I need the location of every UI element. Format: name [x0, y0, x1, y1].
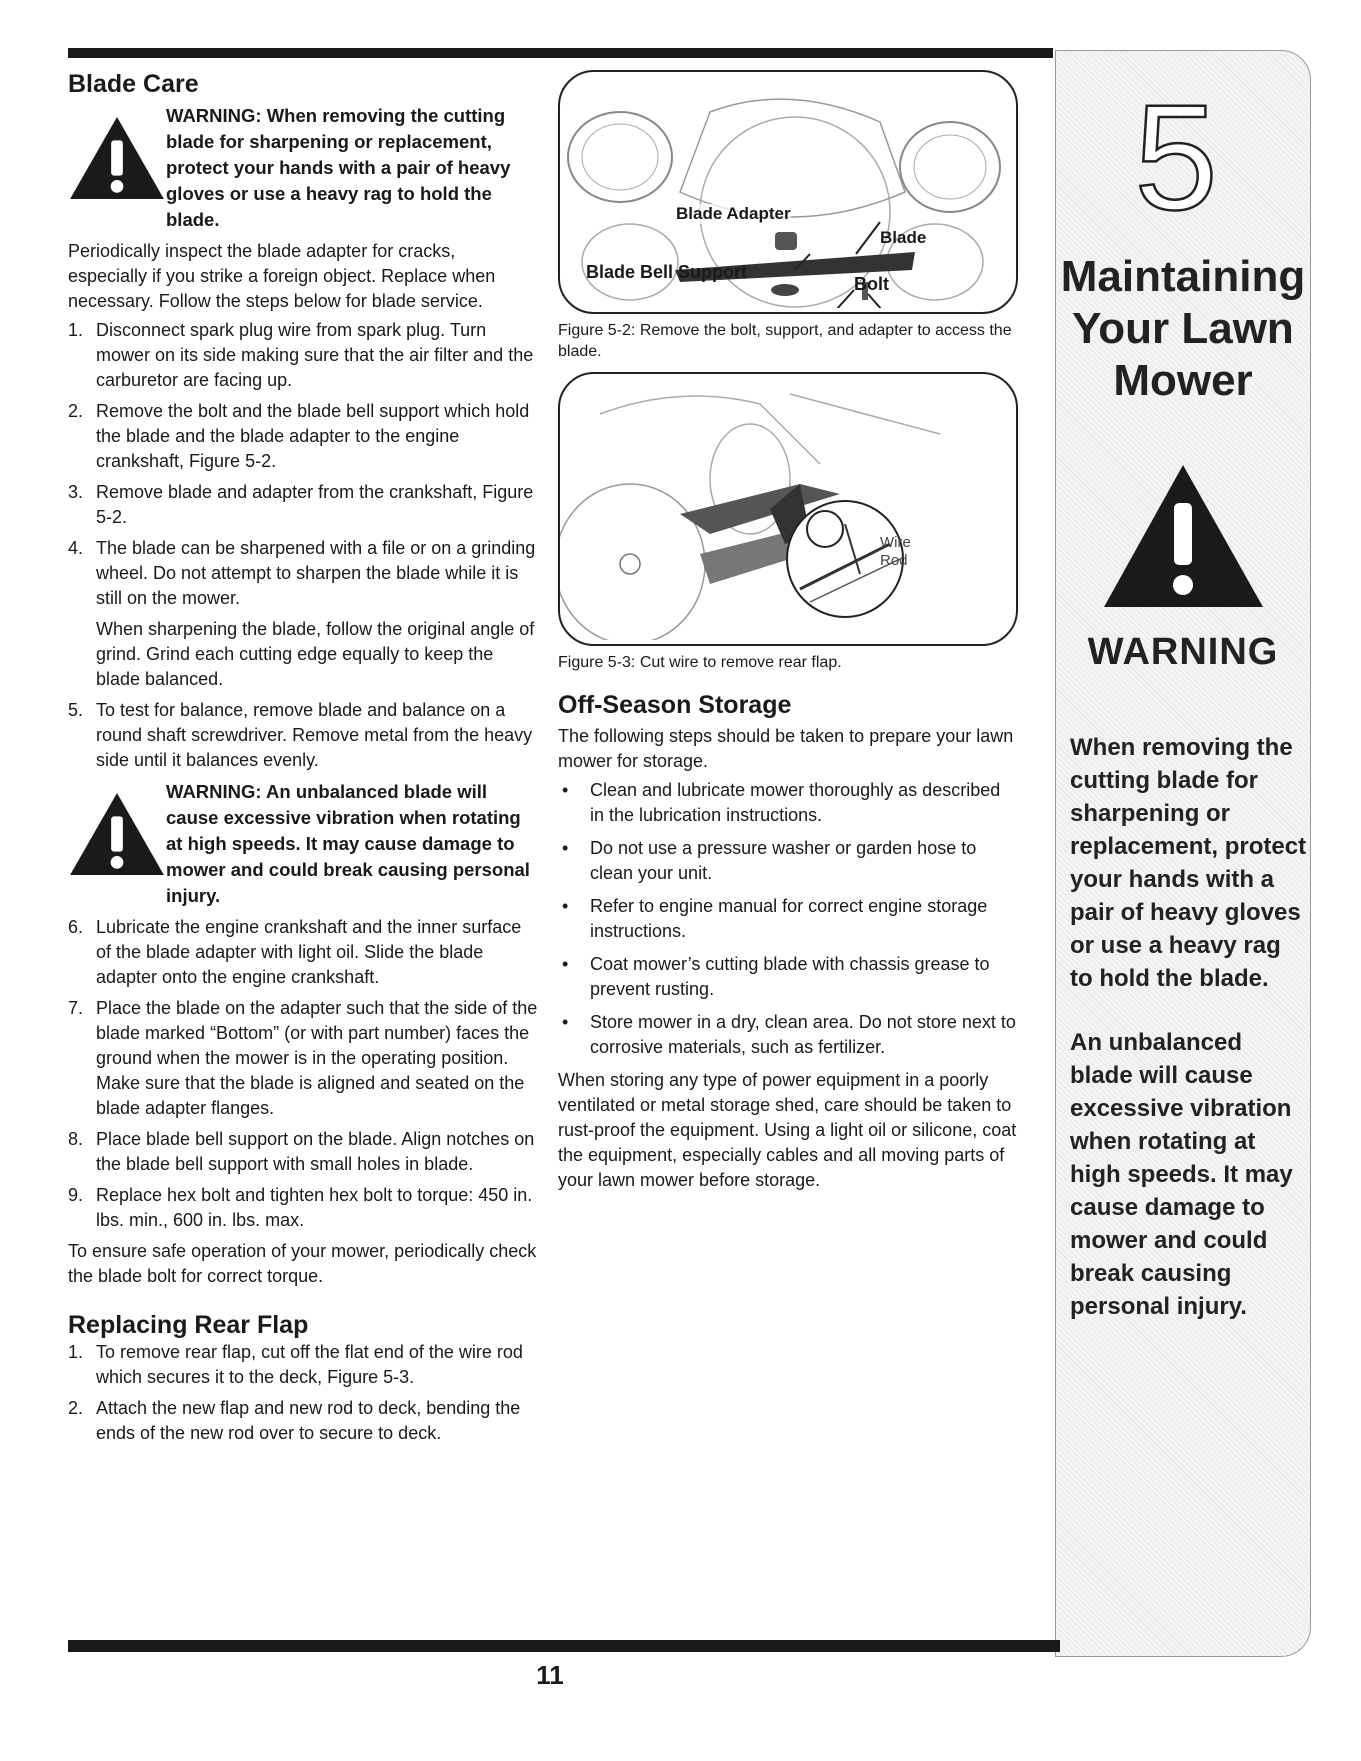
- step-text: The blade can be sharpened with a file or on a grinding wheel. Do not attempt to sharpen the blade while it is still on the mower.: [96, 538, 536, 608]
- step-number: 7.: [68, 998, 84, 1018]
- step-text: Attach the new flap and new rod to deck, bending the ends of the new rod over to secure to deck.: [96, 1398, 521, 1443]
- step-item: [68, 536, 538, 611]
- bullet-text: Refer to engine manual for correct engine storage instructions.: [590, 896, 988, 941]
- label-blade-adapter: Blade Adapter: [676, 204, 791, 223]
- step-number: 4.: [68, 538, 84, 558]
- bullet-icon: •: [562, 954, 569, 974]
- step-text: Remove blade and adapter from the crankshaft, Figure 5-2.: [96, 482, 534, 527]
- bullet-text: Coat mower’s cutting blade with chassis grease to prevent rusting.: [590, 954, 990, 999]
- storage-bullet-item: [558, 952, 1018, 1002]
- chapter-sidebar: [1055, 50, 1311, 1657]
- bullet-text: Store mower in a dry, clean area. Do not store next to corrosive materials, such as fertilizer.: [590, 1012, 1016, 1057]
- bullet-text: Clean and lubricate mower thoroughly as described in the lubrication instructions.: [590, 780, 1001, 825]
- blade-steps-list-c: [68, 915, 538, 1233]
- bullet-icon: •: [562, 1012, 569, 1032]
- label-blade: Blade: [880, 228, 927, 247]
- step-text: Disconnect spark plug wire from spark plug. Turn mower on its side making sure that the air filter and the carburetor are facing up.: [96, 320, 534, 390]
- storage-intro: The following steps should be taken to prepare your lawn mower for storage.: [558, 726, 1014, 771]
- svg-text:5: 5: [1134, 81, 1218, 231]
- middle-column: [558, 70, 1018, 1197]
- step4-extra: When sharpening the blade, follow the original angle of grind. Grind each cutting edge equally to keep the blade balanced.: [96, 619, 535, 689]
- label-blade-bell-support: Blade Bell Support: [586, 262, 748, 282]
- rear-flap-steps: [68, 1340, 538, 1446]
- step-text: To test for balance, remove blade and balance on a round shaft screwdriver. Remove metal from the heavy side until it balances evenly.: [96, 700, 533, 770]
- step-text: Replace hex bolt and tighten hex bolt to torque: 450 in. lbs. min., 600 in. lbs. max.: [96, 1185, 533, 1230]
- bullet-icon: •: [562, 838, 569, 858]
- step-text: Remove the bolt and the blade bell support which hold the blade and the blade adapter to the engine crankshaft, Figure 5-2.: [96, 401, 530, 471]
- blade-steps-list: [68, 318, 538, 611]
- figure-5-3: [558, 372, 1018, 646]
- label-wire: Wire: [880, 534, 911, 551]
- step-item: [68, 1127, 538, 1177]
- storage-closing: When storing any type of power equipment in a poorly ventilated or metal storage shed, care should be taken to rust-proof the equipment. Using a light oil or silicone, coat the equipment, especially cables and all moving parts of your lawn mower before storage.: [558, 1070, 1017, 1190]
- bullet-icon: •: [562, 896, 569, 916]
- storage-heading: Off-Season Storage: [558, 691, 792, 719]
- blade-care-intro: Periodically inspect the blade adapter for cracks, especially if you strike a foreign object. Replace when necessary. Follow the steps below for blade service.: [68, 241, 496, 311]
- storage-bullet-item: [558, 778, 1018, 828]
- storage-bullets: [558, 778, 1018, 1060]
- step-number: 9.: [68, 1185, 84, 1205]
- step-item: [68, 996, 538, 1121]
- figure-5-2-caption: Figure 5-2: Remove the bolt, support, and adapter to access the blade.: [558, 322, 1012, 360]
- step-number: 1.: [68, 320, 84, 340]
- chapter-title: Maintaining Your Lawn Mower: [1060, 252, 1306, 405]
- storage-bullet-item: [558, 894, 1018, 944]
- step-item: [68, 1340, 538, 1390]
- bullet-icon: •: [562, 780, 569, 800]
- step-number: 5.: [68, 700, 84, 720]
- step-item: [68, 399, 538, 474]
- step-number: 8.: [68, 1129, 84, 1149]
- label-bolt: Bolt: [854, 274, 889, 294]
- bottom-rule: [68, 1640, 1060, 1652]
- rear-flap-heading: Replacing Rear Flap: [68, 1311, 309, 1339]
- blade-care-closing: To ensure safe operation of your mower, periodically check the blade bolt for correct torque.: [68, 1241, 537, 1286]
- sidebar-warning-label: WARNING: [1087, 631, 1279, 673]
- label-rod: Rod: [880, 552, 908, 569]
- figure-5-3-caption: Figure 5-3: Cut wire to remove rear flap.: [558, 654, 842, 671]
- left-column: [68, 70, 538, 1452]
- step-item: [68, 1183, 538, 1233]
- rear-flap-illustration: [560, 374, 1016, 640]
- step-number: 2.: [68, 401, 84, 421]
- step-item: [68, 1396, 538, 1446]
- storage-bullet-item: [558, 836, 1018, 886]
- step-text: Lubricate the engine crankshaft and the inner surface of the blade adapter with light oil. Slide the blade adapter onto the engine crankshaft.: [96, 917, 522, 987]
- step-number: 3.: [68, 482, 84, 502]
- step-text: Place blade bell support on the blade. Align notches on the blade bell support with small holes in blade.: [96, 1129, 535, 1174]
- step-item: [68, 480, 538, 530]
- blade-care-warning: [68, 103, 538, 233]
- storage-bullet-item: [558, 1010, 1018, 1060]
- sidebar-warning-text-2: An unbalanced blade will cause excessive vibration when rotating at high speeds. It may cause damage to mower and could break causing personal injury.: [1070, 1029, 1293, 1320]
- step-number: 1.: [68, 1342, 84, 1362]
- page-number: 11: [536, 1660, 564, 1690]
- blade-steps-list-b: [68, 698, 538, 773]
- warning-triangle-icon: [68, 791, 166, 877]
- blade-care-heading: Blade Care: [68, 70, 199, 98]
- step-item: [68, 318, 538, 393]
- chapter-number: [1116, 81, 1236, 231]
- step-text: To remove rear flap, cut off the flat end of the wire rod which secures it to the deck, Figure 5-3.: [96, 1342, 523, 1387]
- balance-warning: [68, 779, 538, 909]
- step-item: [68, 698, 538, 773]
- step-item: [68, 915, 538, 990]
- step-number: 2.: [68, 1398, 84, 1418]
- warning-triangle-icon: [1101, 461, 1266, 611]
- warning-text-2: WARNING: An unbalanced blade will cause excessive vibration when rotating at high speeds. It may cause damage to mower and could break causing personal injury.: [166, 781, 530, 906]
- warning-triangle-icon: [68, 115, 166, 201]
- step-text: Place the blade on the adapter such that the side of the blade marked “Bottom” (or with part number) faces the ground when the mower is in the operating position. Make sure that the blade is aligned and seated on the blade adapter flanges.: [96, 998, 538, 1118]
- bullet-text: Do not use a pressure washer or garden hose to clean your unit.: [590, 838, 977, 883]
- sidebar-warning-text-1: When removing the cutting blade for sharpening or replacement, protect your hands with a pair of heavy gloves or use a heavy rag to hold the blade.: [1070, 734, 1307, 992]
- top-rule: [68, 48, 1053, 58]
- warning-text: WARNING: When removing the cutting blade for sharpening or replacement, protect your hands with a pair of heavy gloves or use a heavy rag to hold the blade.: [166, 105, 511, 230]
- step-number: 6.: [68, 917, 84, 937]
